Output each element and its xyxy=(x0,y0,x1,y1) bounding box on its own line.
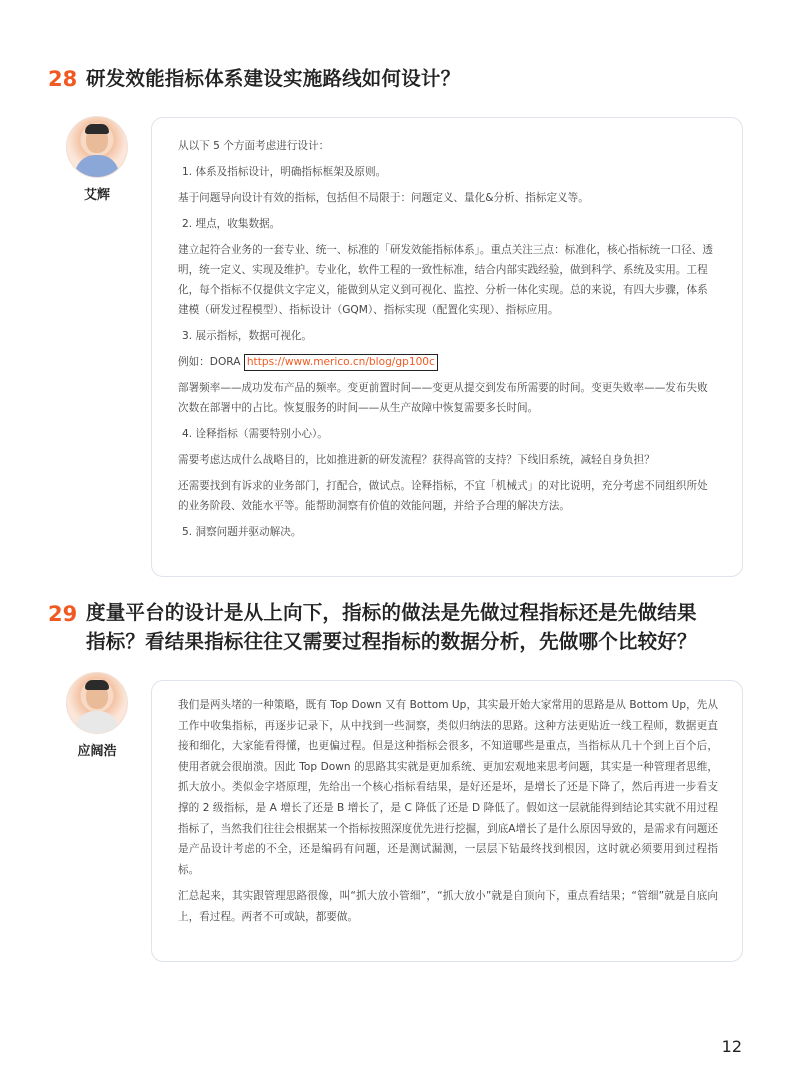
answer-card xyxy=(151,680,743,962)
answer-paragraph: 建立起符合业务的一套专业、统一、标准的「研发效能指标体系」。重点关注三点：标准化，核心指标统一口径、透明，统一定义、实现及维护。专业化，软件工程的一致性标准，结合内部实践经验，做到科学、系统及实用。工程化，每个指标不仅提供文字定义，能做到从定义到可视化、监控、分析一体化实现。总的来说，有四大步骤，体系建模（研发过程模型）、指标设计（GQM）、指标实现（配置化实现）、指标应用。 xyxy=(178,244,713,316)
answer-card xyxy=(151,117,743,577)
author-avatar xyxy=(66,672,128,734)
answer-paragraph: 还需要找到有诉求的业务部门，打配合，做试点。诠释指标，不宜「机械式」的对比说明，充分考虑不同组织所处的业务阶段、效能水平等。能帮助洞察有价值的效能问题，并给予合理的解决方法。 xyxy=(178,480,708,512)
answer-paragraph: 需要考虑达成什么战略目的，比如推进新的研发流程？获得高管的支持？下线旧系统，减轻自身负担？ xyxy=(178,454,655,466)
author-block xyxy=(62,116,132,203)
answer-paragraph: 4. 诠释指标（需要特别小心）。 xyxy=(182,428,328,440)
question-28-heading xyxy=(48,64,754,94)
question-number: 29 xyxy=(48,602,78,626)
answer-paragraph: 3. 展示指标，数据可视化。 xyxy=(182,330,313,342)
question-29-heading xyxy=(48,598,756,656)
answer-paragraph: 我们是两头堵的一种策略，既有 Top Down 又有 Bottom Up，其实最开始大家常用的思路是从 Bottom Up，先从工作中收集指标，再逐步记录下，从中找到一些洞察，类似归纳法的思路。这种方法更贴近一线工程师，数据更直接和细化，大家能看得懂，也更偏过程。但是这种指标会很多，不知道哪些是重点，当指标从几十个到上百个后，使用者就会很崩溃。因此 Top Down 的思路其实就是更加系统、更加宏观地来思考问题，其实是一种管理者思维，抓大放小。类似金字塔原理，先给出一个核心指标看结果，是好还是坏，是增长了还是下降了，然后再进一步看支撑的 2 级指标，是 A 增长了还是 B 增长了，是 C 降低了还是 D 降低了。假如这一层就能得到结论其实就不用过程指标了，当然我们往往会根据某一个指标按照深度优先进行挖掘，到底A增长了是什么原因导致的，是需求有问题还是产品设计考虑的不全，还是编码有问题，还是测试漏测，一层层下钻最终找到根因，这时就必须要用到过程指标。 xyxy=(178,699,718,876)
answer-paragraph: 汇总起来，其实跟管理思路很像，叫“抓大放小管细”，“抓大放小”就是自顶向下，重点看结果；“管细”就是自底向上，看过程。两者不可或缺，都要做。 xyxy=(178,890,718,923)
author-name: 艾辉 xyxy=(83,188,110,203)
question-title-line: 指标？看结果指标往往又需要过程指标的数据分析，先做哪个比较好？ xyxy=(86,630,697,653)
answer-paragraph: 2. 埋点，收集数据。 xyxy=(182,218,281,230)
question-number: 28 xyxy=(48,67,78,91)
dora-link[interactable]: https://www.merico.cn/blog/gp100c xyxy=(244,354,438,371)
answer-paragraph: 5. 洞察问题并驱动解决。 xyxy=(182,526,302,538)
question-title xyxy=(86,598,697,656)
question-title: 研发效能指标体系建设实施路线如何设计？ xyxy=(86,67,461,90)
author-avatar xyxy=(66,116,128,178)
answer-paragraph: 从以下 5 个方面考虑进行设计： xyxy=(178,140,330,152)
author-block xyxy=(62,672,132,759)
question-title-line: 度量平台的设计是从上向下，指标的做法是先做过程指标还是先做结果 xyxy=(86,601,697,624)
answer-paragraph: 基于问题导向设计有效的指标，包括但不局限于：问题定义、量化&分析、指标定义等。 xyxy=(178,192,589,204)
page-number: 12 xyxy=(721,1037,742,1056)
example-prefix: 例如：DORA xyxy=(178,356,241,368)
answer-paragraph: 部署频率——成功发布产品的频率。变更前置时间——变更从提交到发布所需要的时间。变更失败率——发布失败次数在部署中的占比。恢复服务的时间——从生产故障中恢复需要多长时间。 xyxy=(178,382,708,414)
answer-paragraph: 1. 体系及指标设计，明确指标框架及原则。 xyxy=(182,166,387,178)
author-name: 应阔浩 xyxy=(77,744,117,759)
example-line xyxy=(178,352,718,372)
